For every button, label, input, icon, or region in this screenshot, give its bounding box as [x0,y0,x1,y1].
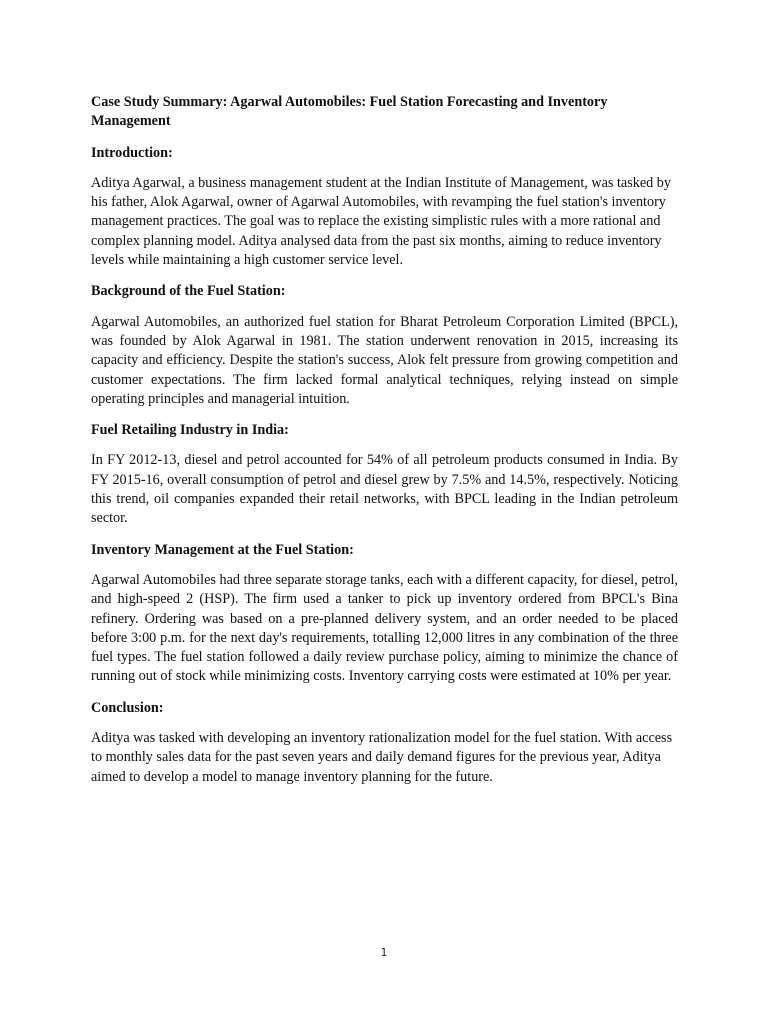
section-body-background: Agarwal Automobiles, an authorized fuel station for Bharat Petroleum Corporation Limited (BPCL), was founded by Alok Agarwal in 1981. The station underwent renovation in 2015, increasing its capacity and efficiency. Despite the station's success, Alok felt pressure from growing competition and customer expectations. The firm lacked formal analytical techniques, relying instead on simple operating principles and managerial intuition. [91,313,678,407]
section-heading-introduction: Introduction: [91,144,173,161]
document-title: Case Study Summary: Agarwal Automobiles: Fuel Station Forecasting and Inventory Management [91,94,608,130]
section-heading-industry: Fuel Retailing Industry in India: [91,422,289,439]
page-number: 1 [380,946,388,959]
section-body-inventory: Agarwal Automobiles had three separate storage tanks, each with a different capacity, for diesel, petrol, and high-speed 2 (HSP). The firm used a tanker to pick up inventory ordered from BPCL's Bina refinery. Ordering was based on a pre-planned delivery system, and an order needed to be placed before 3:00 p.m. for the next day's requirements, totalling 12,000 litres in any combination of the three fuel types. The fuel station followed a daily review purchase policy, aiming to minimize the chance of running out of stock while minimizing costs. Inventory carrying costs were estimated at 10% per year. [91,571,678,685]
section-heading-background: Background of the Fuel Station: [91,283,286,300]
section-heading-conclusion: Conclusion: [91,699,164,716]
section-body-introduction: Aditya Agarwal, a business management student at the Indian Institute of Management, was tasked by his father, Alok Agarwal, owner of Agarwal Automobiles, with revamping the fuel station's inventory management practices. The goal was to replace the existing simplistic rules with a more rational and complex planning model. Aditya analysed data from the past six months, aiming to reduce inventory levels while maintaining a high customer service level. [91,174,671,269]
section-body-conclusion: Aditya was tasked with developing an inventory rationalization model for the fuel station. With access to monthly sales data for the past seven years and daily demand figures for the previous year, Aditya aimed to develop a model to manage inventory planning for the future. [91,730,673,785]
document-content [91,93,678,799]
section-body-industry: In FY 2012-13, diesel and petrol accounted for 54% of all petroleum products consumed in India. By FY 2015-16, overall consumption of petrol and diesel grew by 7.5% and 14.5%, respectively. Noticing this trend, oil companies expanded their retail networks, with BPCL leading in the Indian petroleum sector. [91,452,678,527]
section-heading-inventory: Inventory Management at the Fuel Station: [91,541,354,558]
